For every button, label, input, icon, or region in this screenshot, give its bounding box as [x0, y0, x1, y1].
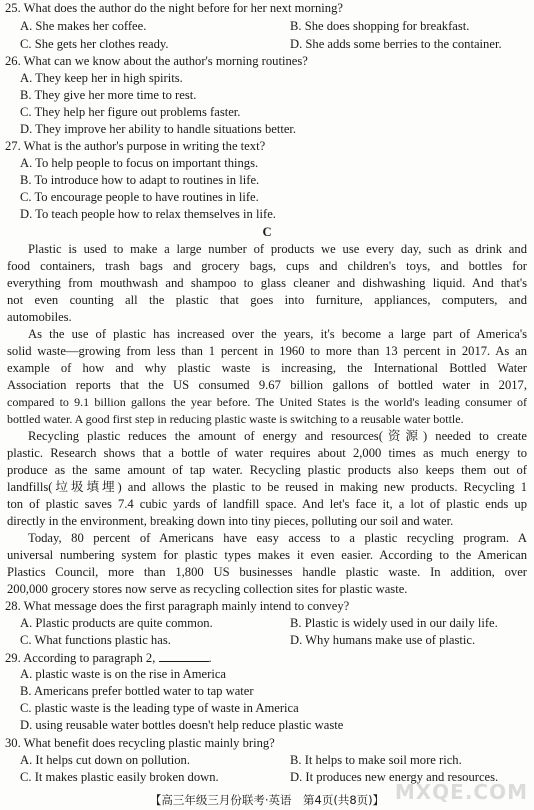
- question-29-option-c: C. plastic waste is the leading type of waste in America: [20, 701, 299, 715]
- question-26-option-c: C. They help her figure out problems faster.: [20, 105, 241, 119]
- passage-line: food containers, trash bags and grocery bags, cups and children's toys, and bottles for: [7, 259, 527, 273]
- question-25-option-a: A. She makes her coffee.: [20, 19, 147, 33]
- question-28-option-c: C. What functions plastic has.: [20, 633, 171, 647]
- question-30-option-b: B. It helps to make soil more rich.: [290, 753, 462, 767]
- question-25-stem: 25. What does the author do the night before for her next morning?: [5, 1, 343, 15]
- question-29-option-b: B. Americans prefer bottled water to tap water: [20, 684, 254, 698]
- question-25-option-d: D. She adds some berries to the container.: [290, 37, 502, 51]
- passage-line: plastic. Research shows that a bottle of water requires about 2,000 times as much energy to: [7, 446, 527, 460]
- passage-line: Association reports that the US consumed 9.67 billion gallons of bottled water in 2017,: [7, 378, 527, 392]
- question-26-stem: 26. What can we know about the author's morning routines?: [5, 54, 308, 68]
- passage-line: everything from mouthwash and shampoo to glass cleaner and dishwashing liquid. And that's: [7, 276, 527, 290]
- question-26-option-b: B. They give her more time to rest.: [20, 88, 197, 102]
- passage-line: not even counting all the plastic that goes into furniture, appliances, computers, and: [7, 293, 527, 307]
- passage-line: automobiles.: [7, 310, 72, 324]
- passage-line: landfills(垃圾填埋) and allows the plastic to be reused in making new products. Recycling 1: [7, 480, 527, 494]
- question-29-option-a: A. plastic waste is on the rise in America: [20, 667, 226, 681]
- passage-line: produce as the same amount of tap water. Recycling plastic products also keeps them out of: [7, 463, 527, 477]
- question-26-option-a: A. They keep her in high spirits.: [20, 71, 183, 85]
- passage-line: universal numbering system for plastic types makes it even easier. According to the American: [7, 548, 527, 562]
- section-heading-c: C: [262, 225, 272, 239]
- question-30-option-c: C. It makes plastic easily broken down.: [20, 770, 219, 784]
- question-28-option-d: D. Why humans make use of plastic.: [290, 633, 476, 647]
- passage-line: Plastics Council, more than 1,800 US businesses handle plastic waste. In addition, over: [7, 565, 527, 579]
- passage-line: solid waste—growing from less than 1 percent in 1960 to more than 13 percent in 2017. As an: [7, 344, 527, 358]
- question-28-option-b: B. Plastic is widely used in our daily life.: [290, 616, 498, 630]
- passage-line: 200,000 grocery stores now serve as recycling collection sites for plastic waste.: [7, 582, 408, 596]
- passage-line: Recycling plastic reduces the amount of energy and resources(资源) needed to create: [28, 429, 527, 443]
- question-30-stem: 30. What benefit does recycling plastic mainly bring?: [5, 736, 275, 750]
- passage-line: directly in the environment, breaking down into tiny pieces, polluting our soil and water.: [7, 514, 454, 528]
- question-30-option-d: D. It produces new energy and resources.: [290, 770, 499, 784]
- question-26-option-d: D. They improve her ability to handle situations better.: [20, 122, 297, 136]
- passage-line: example of how and why plastic waste is increasing, the International Bottled Water: [7, 361, 527, 375]
- passage-line: Plastic is used to make a large number of products we use every day, such as drink and: [28, 242, 527, 256]
- question-27-option-b: B. To introduce how to adapt to routines in life.: [20, 173, 260, 187]
- question-29-option-d: D. using reusable water bottles doesn't help reduce plastic waste: [20, 718, 344, 732]
- watermark-logo: MXQE.COM: [394, 780, 528, 804]
- question-27-option-c: C. To encourage people to have routines in life.: [20, 190, 259, 204]
- question-30-option-a: A. It helps cut down on pollution.: [20, 753, 191, 767]
- question-27-stem: 27. What is the author's purpose in writing the text?: [5, 139, 266, 153]
- passage-line: As the use of plastic has increased over the years, it's become a large part of America's: [28, 327, 527, 341]
- question-25-option-c: C. She gets her clothes ready.: [20, 37, 169, 51]
- passage-line: Today, 80 percent of Americans have easy access to a plastic recycling program. A: [28, 531, 527, 545]
- question-27-option-a: A. To help people to focus on important things.: [20, 156, 259, 170]
- passage-line: compared to 9.1 billion gallons the year before. The United States is the world's leading consumer of: [7, 395, 527, 409]
- question-29-stem-row: [5, 649, 212, 666]
- stem-period: .: [208, 651, 212, 665]
- question-29-stem: 29. According to paragraph 2,: [5, 651, 156, 665]
- question-28-stem: 28. What message does the first paragraph mainly intend to convey?: [5, 599, 350, 613]
- question-28-option-a: A. Plastic products are quite common.: [20, 616, 213, 630]
- passage-line: bottled water. A good first step in reducing plastic waste is switching to a reusable water bottle.: [7, 412, 464, 426]
- answer-blank: [159, 649, 209, 662]
- page-footer: 【高三年级三月份联考·英语 第4页(共8页)】: [149, 793, 385, 807]
- passage-line: ton of plastic saves 7.4 cubic yards of landfill space. And let's face it, a lot of plastic ends up: [7, 497, 527, 511]
- question-25-option-b: B. She does shopping for breakfast.: [290, 19, 470, 33]
- question-27-option-d: D. To teach people how to relax themselves in life.: [20, 207, 276, 221]
